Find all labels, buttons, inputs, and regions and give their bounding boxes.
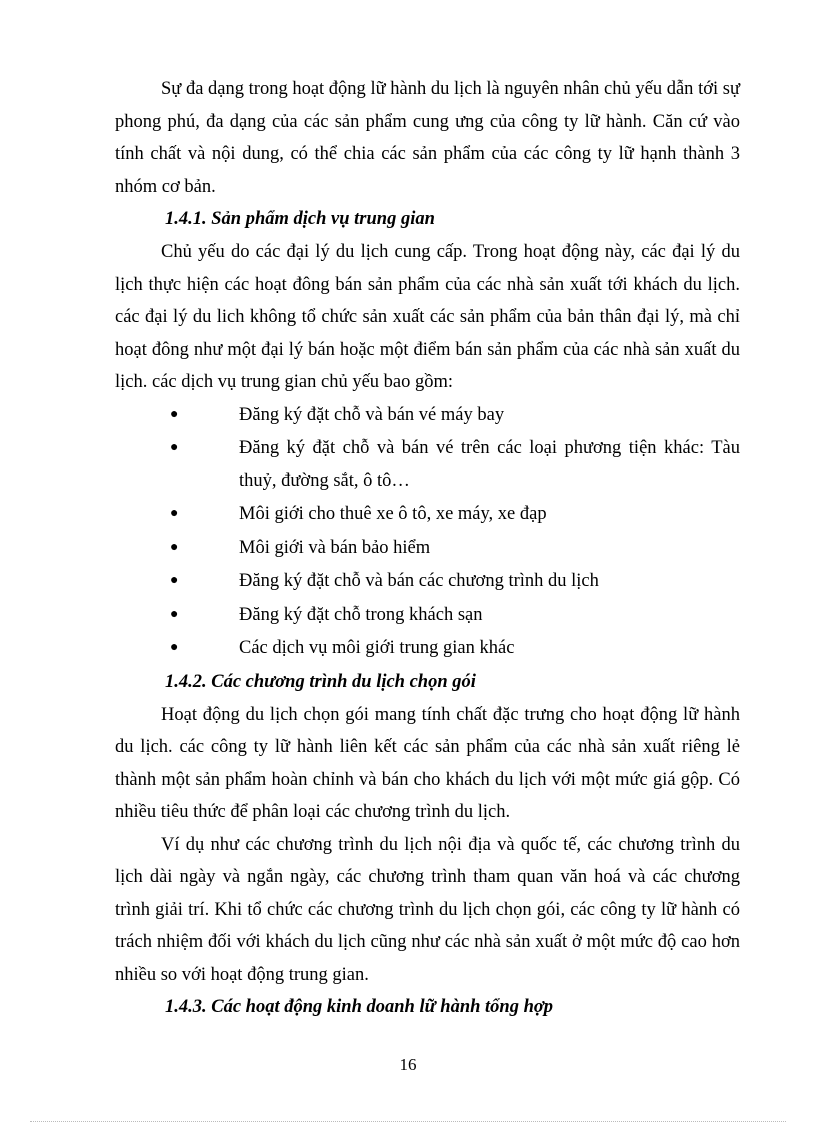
services-bullet-list xyxy=(115,399,740,665)
section2-paragraph-1: Hoạt động du lịch chọn gói mang tính chất đặc trưng cho hoạt động lữ hành du lịch. các công ty lữ hành liên kết các sản phẩm của các nhà sản xuất riêng lẻ thành một sản phẩm hoàn chỉnh và bán cho khách du lịch với một mức giá gộp. Có nhiều tiêu thức để phân loại các chương trình du lịch. xyxy=(115,704,740,822)
list-item-text: Môi giới và bán bảo hiểm xyxy=(239,537,431,558)
bullet-dot-icon: ● xyxy=(170,539,179,555)
section-heading-1-4-3: 1.4.3. Các hoạt động kinh doanh lữ hành tổng hợp xyxy=(165,997,554,1017)
intro-paragraph: Sự đa dạng trong hoạt động lữ hành du lịch là nguyên nhân chủ yếu dẫn tới sự phong phú, đa dạng của các sản phẩm cung ưng của công ty lữ hành. Căn cứ vào tính chất và nội dung, có thể chia các sản phẩm của các công ty lữ hạnh thành 3 nhóm cơ bản. xyxy=(115,79,740,197)
section-heading-1-4-2: 1.4.2. Các chương trình du lịch chọn gói xyxy=(165,671,476,692)
list-item xyxy=(115,399,740,432)
page-bottom-dotted-rule xyxy=(30,1121,786,1122)
list-item xyxy=(115,599,740,632)
bullet-dot-icon: ● xyxy=(170,640,179,655)
section-heading-1-4-1: 1.4.1. Sản phẩm dịch vụ trung gian xyxy=(165,209,435,229)
page-number: 16 xyxy=(399,1055,417,1074)
list-item-text: Đăng ký đặt chỗ trong khách sạn xyxy=(239,604,483,625)
document-body xyxy=(115,73,740,1024)
section1-paragraph: Chủ yếu do các đại lý du lịch cung cấp. Trong hoạt động này, các đại lý du lịch thực hiện các hoạt đông bán sản phẩm của các nhà sản xuất tới khách du lịch. các đại lý du lich không tổ chức sản xuất các sản phẩm của bản thân đại lý, mà chỉ hoạt đông như một đại lý bán hoặc một điểm bán sản phẩm của các nhà sản xuất du lịch. các dịch vụ trung gian chủ yếu bao gồm: xyxy=(115,242,740,392)
list-item-text: Đăng ký đặt chỗ và bán vé máy bay xyxy=(239,404,505,425)
list-item xyxy=(115,498,740,531)
list-item-text: Các dịch vụ môi giới trung gian khác xyxy=(239,638,515,658)
list-item-text: Đăng ký đặt chỗ và bán vé trên các loại phương tiện khác: Tàu thuỷ, đường sắt, ô tô… xyxy=(239,438,740,491)
list-item-text: Đăng ký đặt chỗ và bán các chương trình du lịch xyxy=(239,571,599,591)
bullet-dot-icon: ● xyxy=(170,606,179,622)
bullet-dot-icon: ● xyxy=(170,506,179,521)
bullet-dot-icon: ● xyxy=(170,573,179,588)
bullet-dot-icon: ● xyxy=(170,406,179,422)
section2-paragraph-2: Ví dụ như các chương trình du lịch nội địa và quốc tế, các chương trình du lịch dài ngày và ngắn ngày, các chương trình tham quan văn hoá và các chương trình giải trí. Khi tổ chức các chương trình du lịch chọn gói, các công ty lữ hành có trách nhiệm đối với khách du lịch cũng như các nhà sản xuất ở một mức độ cao hơn nhiều so với hoạt động trung gian. xyxy=(115,834,740,985)
list-item xyxy=(115,632,740,665)
list-item xyxy=(115,432,740,497)
list-item-text: Môi giới cho thuê xe ô tô, xe máy, xe đạp xyxy=(239,504,547,524)
list-item xyxy=(115,532,740,565)
bullet-dot-icon: ● xyxy=(170,440,179,455)
list-item xyxy=(115,565,740,598)
